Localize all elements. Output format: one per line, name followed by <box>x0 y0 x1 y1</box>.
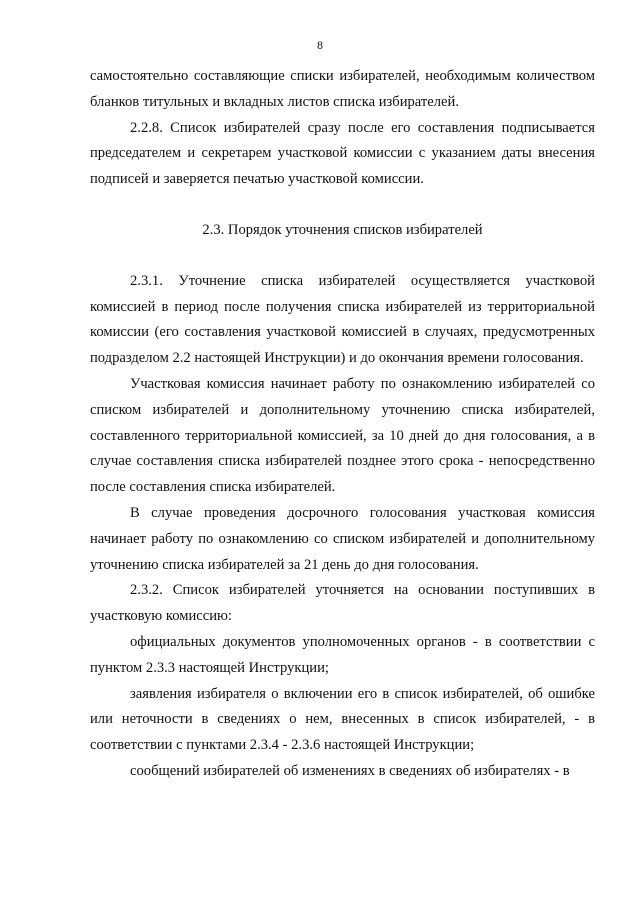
paragraph-early-voting: В случае проведения досрочного голосования участковая комиссия начинает работу по ознакомлению со списком избирателей и дополнительному уточнению списка избирателей за 21 день до дня голосования. <box>90 504 595 573</box>
document-body <box>90 64 595 785</box>
paragraph-commission-start-work: Участковая комиссия начинает работу по ознакомлению избирателей со списком избирателей и дополнительному уточнению списка избирателей, составленного территориальной комиссией, за 10 дней до дня голосования, а в случае составления списка избирателей позднее этого срока - непосредственно после составления списка избирателей. <box>90 375 595 496</box>
list-item-voter-messages: сообщений избирателей об изменениях в сведениях об избирателях - в <box>130 762 570 779</box>
list-item-official-documents: официальных документов уполномоченных органов - в соответствии с пунктом 2.3.3 настоящей Инструкции; <box>90 633 595 676</box>
paragraph-continuation: самостоятельно составляющие списки избирателей, необходимым количеством бланков титульных и вкладных листов списка избирателей. <box>90 68 595 110</box>
paragraph-2-3-2: 2.3.2. Список избирателей уточняется на основании поступивших в участковую комиссию: <box>90 582 595 625</box>
paragraph-2-2-8: 2.2.8. Список избирателей сразу после его составления подписывается председателем и секретарем участковой комиссии с указанием даты внесения подписей и заверяется печатью участковой комиссии. <box>90 119 595 188</box>
paragraph-2-3-1: 2.3.1. Уточнение списка избирателей осуществляется участковой комиссией в период после получения списка избирателей из территориальной комиссии (его составления участковой комиссией в случаях, предусмотренных подразделом 2.2 настоящей Инструкции) и до окончания времени голосования. <box>90 272 595 367</box>
section-heading: 2.3. Порядок уточнения списков избирателей <box>202 221 483 238</box>
page-number: 8 <box>317 38 323 52</box>
list-item-voter-application: заявления избирателя о включении его в список избирателей, об ошибке или неточности в сведениях о нем, внесенных в список избирателей, - в соответствии с пунктами 2.3.4 - 2.3.6 настоящей Инструкции; <box>90 685 595 754</box>
